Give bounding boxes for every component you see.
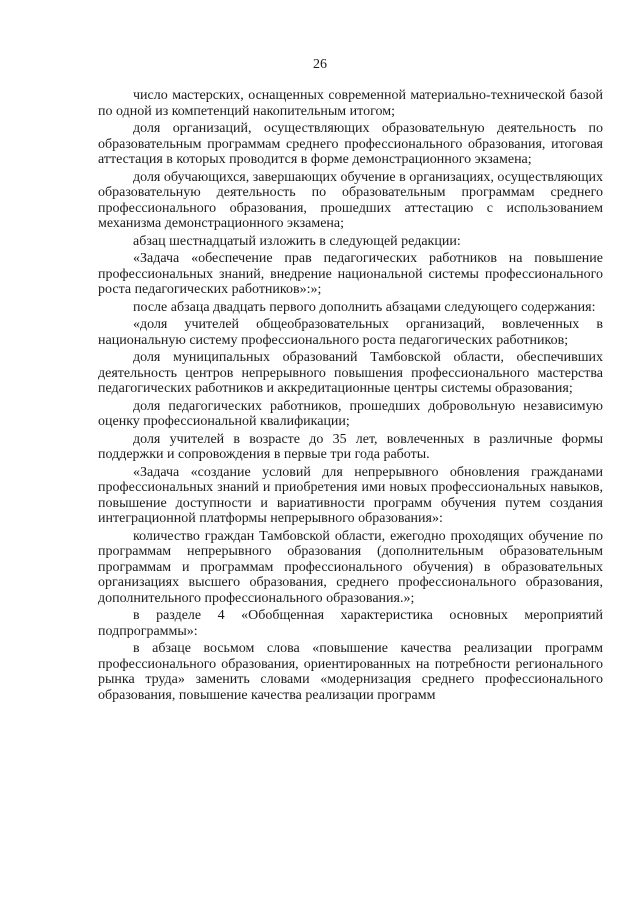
paragraph: в разделе 4 «Обобщенная характеристика основных мероприятий подпрограммы»: <box>98 608 603 639</box>
paragraph: доля муниципальных образований Тамбовской области, обеспечивших деятельность центров непрерывного повышения профессионального мастерства педагогических работников и аккредитационные центры системы образования; <box>98 350 603 396</box>
paragraph: после абзаца двадцать первого дополнить абзацами следующего содержания: <box>133 299 596 315</box>
paragraph: доля учителей в возрасте до 35 лет, вовлеченных в различные формы поддержки и сопровождения в первые три года работы. <box>98 431 603 462</box>
paragraph: «Задача «обеспечение прав педагогических работников на повышение профессиональных знаний, внедрение национальной системы профессионального роста педагогических работников»:»; <box>98 251 603 297</box>
paragraph: доля обучающихся, завершающих обучение в организациях, осуществляющих образовательную деятельность по образовательным программам среднего профессионального образования, прошедших аттестацию с использованием механизма демонстрационного экзамена; <box>98 169 603 231</box>
paragraph: доля организаций, осуществляющих образовательную деятельность по образовательным программам среднего профессионального образования, итоговая аттестация в которых проводится в форме демонстрационного экзамена; <box>98 121 603 167</box>
paragraph: в абзаце восьмом слова «повышение качества реализации программ профессионального образования, ориентированных на потребности регионального рынка труда» заменить словами «модернизация среднего профессионального образования, повышение качества реализации программ <box>98 641 603 703</box>
paragraph: «доля учителей общеобразовательных организаций, вовлеченных в национальную систему профессионального роста педагогических работников; <box>98 317 603 348</box>
paragraph: абзац шестнадцатый изложить в следующей редакции: <box>133 233 461 249</box>
paragraph: доля педагогических работников, прошедших добровольную независимую оценку профессиональной квалификации; <box>98 398 603 429</box>
paragraph: число мастерских, оснащенных современной материально-технической базой по одной из компетенций накопительным итогом; <box>98 88 603 119</box>
page-number: 26 <box>313 57 327 72</box>
paragraph: количество граждан Тамбовской области, ежегодно проходящих обучение по программам непрерывного образования (дополнительным образовательным программам и программам профессионального обучения) в образовательных организациях высшего образования, среднего профессионального образования, дополнительного профессионального образования.»; <box>98 528 603 606</box>
paragraph: «Задача «создание условий для непрерывного обновления гражданами профессиональных знаний и приобретения ими новых профессиональных навыков, повышение доступности и вариативности программ обучения путем создания интеграционной платформы непрерывного образования»: <box>98 464 603 526</box>
document-body <box>98 88 603 705</box>
